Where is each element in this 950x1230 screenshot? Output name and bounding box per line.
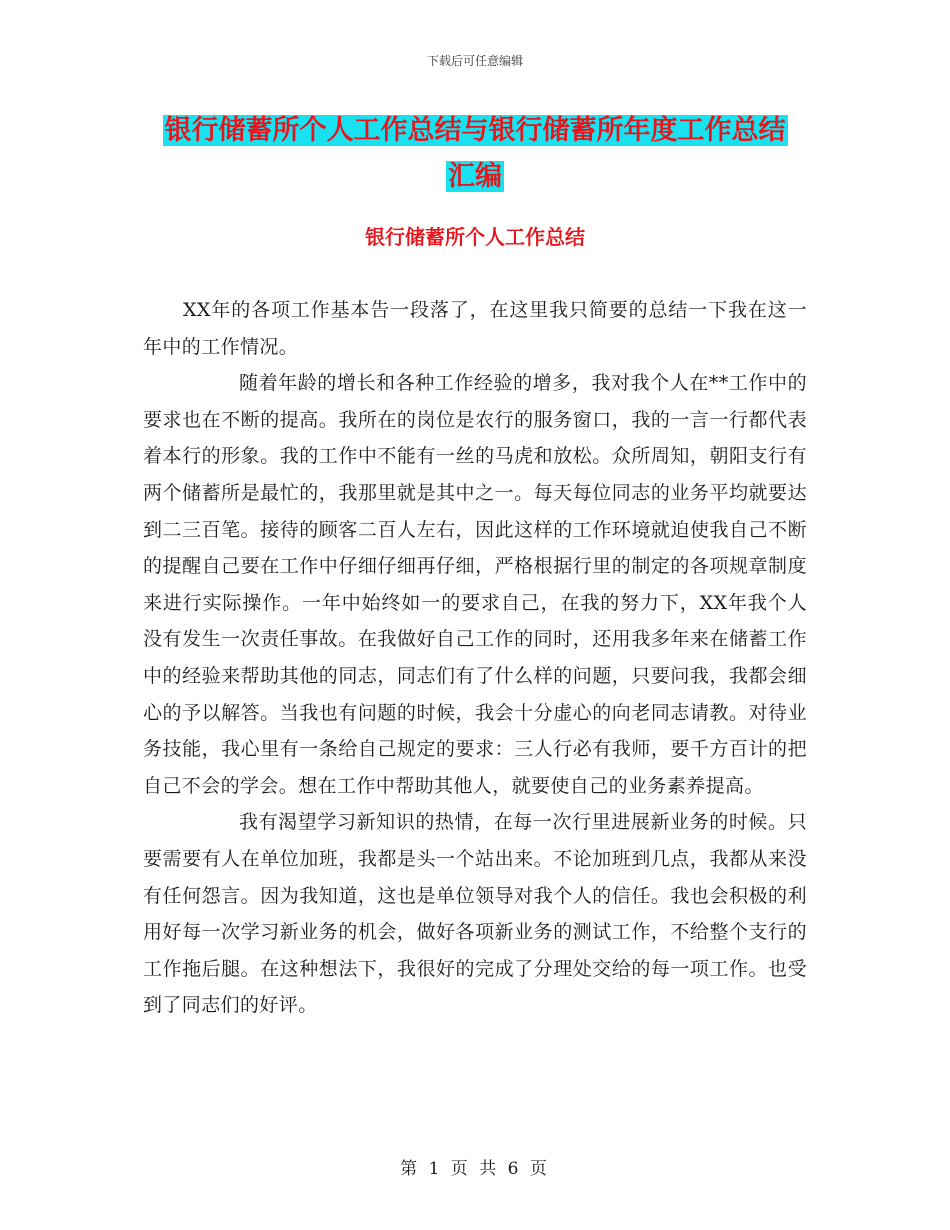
body-text — [143, 292, 807, 1024]
header-note: 下载后可任意编辑 — [426, 54, 523, 68]
paragraph-2: 随着年龄的增长和各种工作经验的增多，我对我个人在**工作中的要求也在不断的提高。我所在的岗位是农行的服务窗口，我的一言一行都代表着本行的形象。我的工作中不能有一丝的马虎和放松。众所周知，朝阳支行有两个储蓄所是最忙的，我那里就是其中之一。每天每位同志的业务平均就要达到二三百笔。接待的顾客二百人左右，因此这样的工作环境就迫使我自己不断的提醒自己要在工作中仔细仔细再仔细，严格根据行里的制定的各项规章制度来进行实际操作。一年中始终如一的要求自己，在我的努力下，XX年我个人没有发生一次责任事故。在我做好自己工作的同时，还用我多年来在储蓄工作中的经验来帮助其他的同志，同志们有了什么样的问题，只要问我，我都会细心的予以解答。当我也有问题的时候，我会十分虚心的向老同志请教。对待业务技能，我心里有一条给自己规定的要求：三人行必有我师，要千方百计的把自己不会的学会。想在工作中帮助其他人，就要使自己的业务素养提高。 — [143, 372, 807, 797]
document-title-line-2: 汇编 — [448, 161, 502, 192]
paragraph-1: XX年的各项工作基本告一段落了，在这里我只简要的总结一下我在这一年中的工作情况。 — [143, 299, 807, 358]
paragraph-3: 我有渴望学习新知识的热情，在每一次行里进展新业务的时候。只要需要有人在单位加班，我都是头一个站出来。不论加班到几点，我都从来没有任何怨言。因为我知道，这也是单位领导对我个人的信任。我也会积极的利用好每一次学习新业务的机会，做好各项新业务的测试工作，不给整个支行的工作拖后腿。在这种想法下，我很好的完成了分理处交给的每一项工作。也受到了同志们的好评。 — [143, 811, 807, 1017]
section-title: 银行储蓄所个人工作总结 — [365, 225, 585, 249]
document-title-line-1: 银行储蓄所个人工作总结与银行储蓄所年度工作总结 — [164, 115, 786, 146]
document-title — [0, 108, 950, 200]
page-footer: 第 1 页 共 6 页 — [400, 1159, 550, 1179]
